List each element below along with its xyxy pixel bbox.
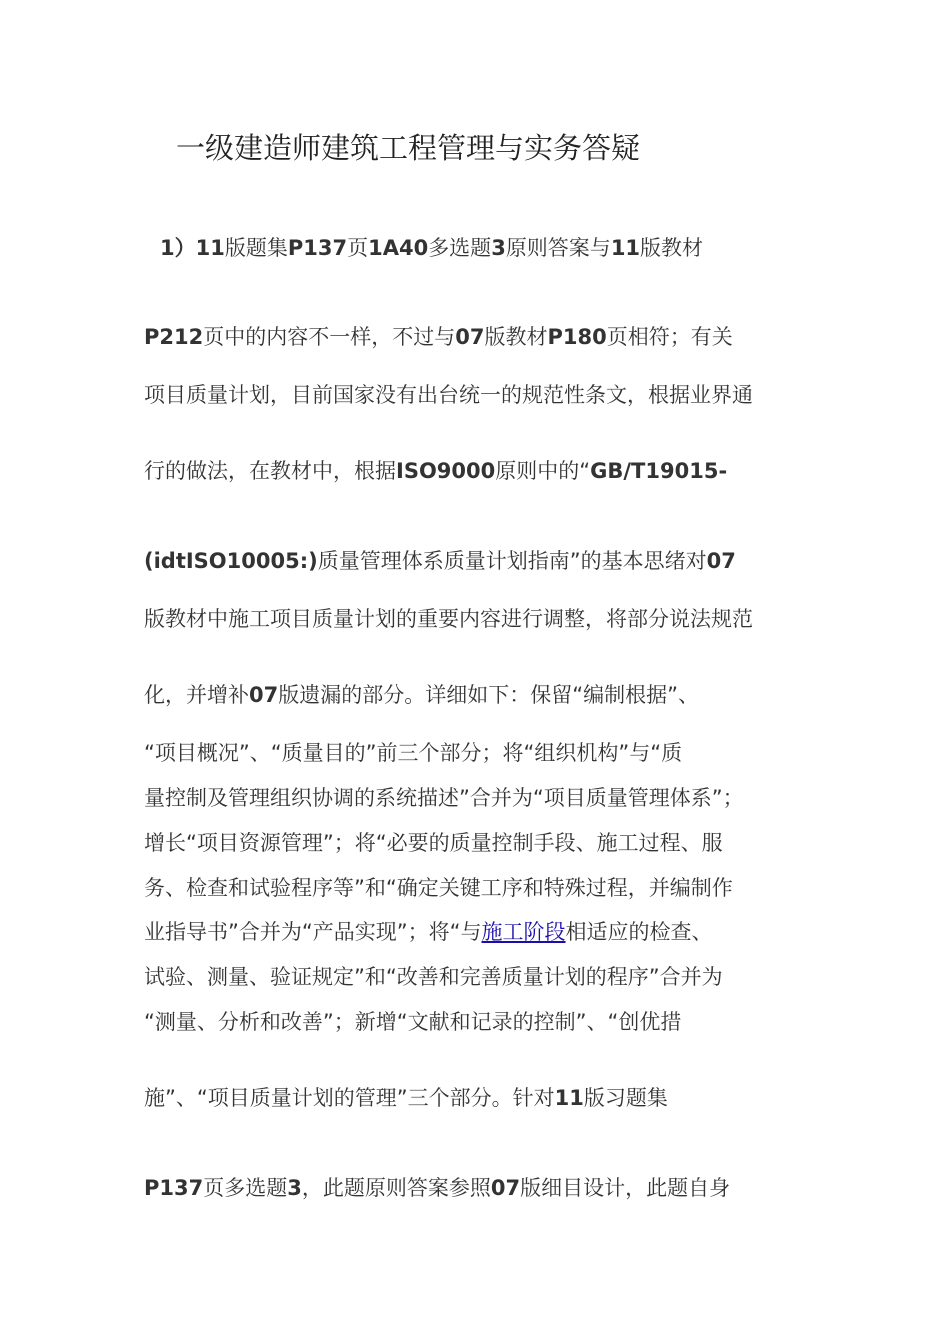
- bold-text: 3: [491, 236, 506, 260]
- paragraph-line: [144, 917, 713, 947]
- text-run: 质量管理体系质量计划指南”的基本思绪对: [317, 549, 707, 573]
- bold-text: 1）: [160, 236, 196, 260]
- paragraph-line: [144, 322, 733, 352]
- text-run: 务、检查和试验程序等”和“确定关键工序和特殊过程，并编制作: [144, 876, 733, 900]
- text-run: 量控制及管理组织协调的系统描述”合并为“项目质量管理体系”；: [144, 786, 744, 810]
- text-run: 多选题: [428, 236, 492, 260]
- bold-text: P212: [144, 325, 204, 349]
- bold-text: 3: [287, 1176, 302, 1200]
- paragraph-line: [144, 873, 733, 903]
- text-run: “测量、分析和改善”；新增“文献和记录的控制”、“创优措: [144, 1010, 682, 1034]
- text-run: 页中的内容不一样，不过与: [203, 325, 456, 349]
- bold-text: 11: [610, 236, 641, 260]
- text-run: 化，并增补: [144, 683, 249, 707]
- text-run: 页相符；有关: [606, 325, 733, 349]
- bold-text: 07: [706, 549, 736, 573]
- text-run: 项目质量计划，目前国家没有出台统一的规范性条文，根据业界通: [144, 383, 753, 407]
- paragraph-line: [144, 1007, 681, 1037]
- bold-text: 07: [249, 683, 279, 707]
- bold-text: (idtISO10005:): [144, 549, 318, 573]
- bold-text: P137: [287, 236, 348, 260]
- text-run: 页: [347, 236, 369, 260]
- bold-text: P180: [547, 325, 607, 349]
- paragraph-line: [144, 456, 727, 486]
- bold-text: ISO9000: [396, 459, 496, 483]
- paragraph-line: [144, 546, 736, 576]
- bold-text: 1A40: [368, 236, 429, 260]
- text-run: ，此题原则答案参照: [301, 1176, 491, 1200]
- text-run: 版习题集: [583, 1086, 668, 1110]
- paragraph-line: [144, 1083, 668, 1113]
- paragraph-line: [144, 783, 744, 813]
- bold-text: 11: [554, 1086, 584, 1110]
- text-run: 版遗漏的部分。详细如下：保留“编制根据”、: [278, 683, 699, 707]
- text-run: 版教材: [484, 325, 548, 349]
- paragraph-line: [160, 233, 703, 263]
- text-run: 行的做法，在教材中，根据: [144, 459, 396, 483]
- text-run: “项目概况”、“质量目的”前三个部分；将“组织机构”与“质: [144, 741, 683, 765]
- text-run: 版教材: [640, 236, 704, 260]
- paragraph-line: [144, 962, 723, 992]
- text-run: 增长“项目资源管理”；将“必要的质量控制手段、施工过程、服: [144, 831, 723, 855]
- text-run: 版教材中施工项目质量计划的重要内容进行调整，将部分说法规范: [144, 607, 753, 631]
- text-run: 页多选题: [203, 1176, 288, 1200]
- bold-text: 11: [195, 236, 225, 260]
- paragraph-line: [144, 1173, 730, 1203]
- text-run: 原则中的“: [495, 459, 591, 483]
- paragraph-line: [144, 380, 753, 410]
- text-run: 版题集: [224, 236, 288, 260]
- text-run: 业指导书”合并为“产品实现”；将“与: [144, 920, 482, 944]
- paragraph-line: [144, 604, 753, 634]
- paragraph-line: [144, 828, 723, 858]
- bold-text: GB/T19015-: [590, 459, 728, 483]
- paragraph-line: [144, 738, 682, 768]
- paragraph-line: [144, 680, 699, 710]
- bold-text: P137: [144, 1176, 204, 1200]
- bold-text: 07: [490, 1176, 521, 1200]
- text-run: 试验、测量、验证规定”和“改善和完善质量计划的程序”合并为: [144, 965, 723, 989]
- text-run: 相适应的检查、: [565, 920, 713, 944]
- inline-link[interactable]: 施工阶段: [481, 920, 566, 944]
- text-run: 施”、“项目质量计划的管理”三个部分。针对: [144, 1086, 555, 1110]
- text-run: 原则答案与: [505, 236, 611, 260]
- document-title: 一级建造师建筑工程管理与实务答疑: [176, 131, 641, 165]
- text-run: 版细目设计，此题自身: [520, 1176, 731, 1200]
- bold-text: 07: [455, 325, 485, 349]
